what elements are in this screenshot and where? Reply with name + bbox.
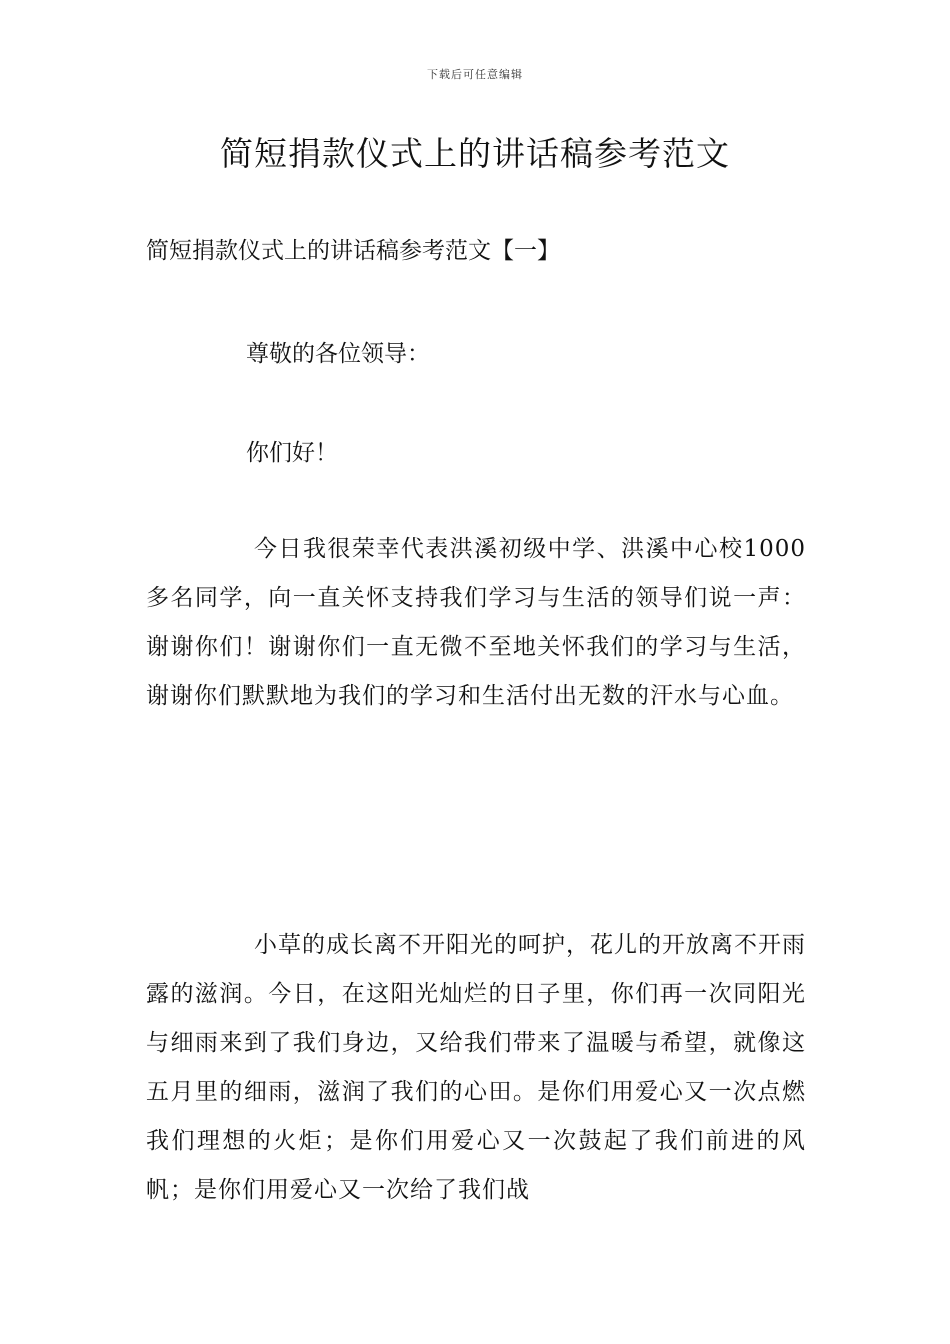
greeting: 你们好！ bbox=[246, 440, 338, 466]
body-paragraph-2: 小草的成长离不开阳光的呵护，花儿的开放离不开雨露的滋润。今日，在这阳光灿烂的日子里，你们再一次同阳光与细雨来到了我们身边，又给我们带来了温暖与希望，就像这五月里的细雨，滋润了我们的心田。是你们用爱心又一次点燃我们理想的火炬；是你们用爱心又一次鼓起了我们前进的风帆；是你们用爱心又一次给了我们战 bbox=[146, 932, 806, 1203]
document-title: 简短捐款仪式上的讲话稿参考范文 bbox=[220, 134, 730, 173]
body-paragraph-1: 今日我很荣幸代表洪溪初级中学、洪溪中心校1000多名同学，向一直关怀支持我们学习与生活的领导们说一声：谢谢你们！谢谢你们一直无微不至地关怀我们的学习与生活，谢谢你们默默地为我们的学习和生活付出无数的汗水与心血。 bbox=[146, 536, 806, 709]
section-heading: 简短捐款仪式上的讲话稿参考范文【一】 bbox=[146, 238, 560, 264]
header-note: 下载后可任意编辑 bbox=[427, 68, 523, 81]
salutation: 尊敬的各位领导： bbox=[246, 341, 430, 367]
